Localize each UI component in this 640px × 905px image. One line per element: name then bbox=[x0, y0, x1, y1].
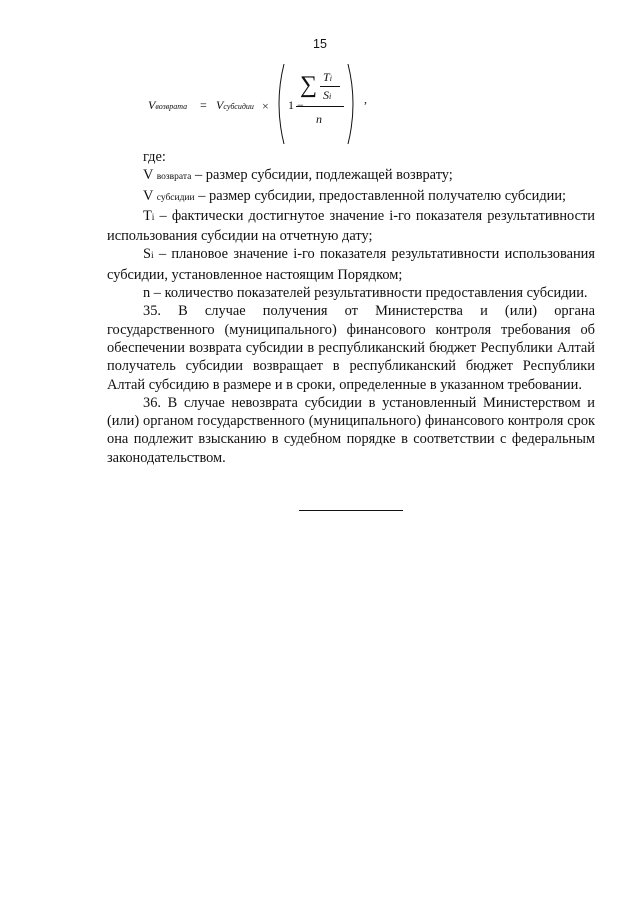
outer-fraction-line bbox=[296, 106, 344, 107]
s-desc: – плановое значение i-го показателя результативности использования субсидии, установленное настоящим Порядком; bbox=[107, 246, 595, 283]
formula-rhs-var: V bbox=[216, 98, 224, 112]
return-formula bbox=[140, 62, 380, 152]
numerator-t-var: T bbox=[323, 70, 330, 84]
formula-lhs-sub: возврата bbox=[155, 102, 188, 111]
v-subsidy-desc: – размер субсидии, предоставленной получателю субсидии; bbox=[194, 187, 567, 204]
formula-rhs bbox=[216, 98, 254, 113]
clause-35: 35. В случае получения от Министерства и (или) органа государственного (муниципального) финансового контроля требования об обеспечении возврата субсидии в республиканский бюджет Республики Алтай получатель субсидии возвращает в республиканский бюджет Республики Алтай субсидию в размере и в сроки, определенные в указанном требовании. bbox=[107, 303, 595, 393]
formula-comma: , bbox=[364, 92, 367, 106]
left-parenthesis bbox=[272, 62, 286, 146]
formula-equals: = bbox=[200, 98, 207, 112]
s-symbol: S bbox=[143, 246, 152, 263]
legend-t bbox=[107, 207, 595, 246]
formula-numerator-t bbox=[323, 70, 332, 85]
document-body bbox=[107, 148, 595, 467]
page-number: 15 bbox=[313, 37, 327, 51]
where-label: где: bbox=[143, 149, 166, 165]
numerator-t-sub: i bbox=[329, 74, 332, 83]
formula-rhs-sub: субсидии bbox=[223, 102, 254, 111]
formula-denominator-s bbox=[323, 88, 331, 103]
v-subsidy-symbol: V bbox=[143, 187, 154, 204]
sigma-symbol: ∑ bbox=[300, 72, 318, 98]
t-sub: i bbox=[151, 212, 155, 223]
formula-n: n bbox=[316, 112, 322, 126]
end-separator-line bbox=[299, 510, 403, 511]
t-desc: – фактически достигнутое значение i-го показателя результативности использования субсидии на отчетную дату; bbox=[107, 207, 595, 245]
v-return-desc: – размер субсидии, подлежащей возврату; bbox=[191, 167, 453, 184]
denominator-s-sub: i bbox=[329, 92, 332, 101]
clause-36: 36. В случае невозврата субсидии в установленный Министерством и (или) органом государственного (муниципального) финансового контроля срок она подлежит взысканию в судебном порядке в соответствии с федеральным законодательством. bbox=[107, 394, 595, 466]
formula-one-minus: 1 − bbox=[288, 98, 304, 112]
legend-v-subsidy bbox=[107, 187, 595, 207]
v-return-sub: возврата bbox=[156, 172, 192, 183]
legend-n: n – количество показателей результативности предоставления субсидии. bbox=[143, 285, 588, 302]
formula-lhs-var: V bbox=[148, 98, 156, 112]
legend-v-return bbox=[107, 166, 595, 186]
formula-lhs bbox=[148, 98, 187, 113]
denominator-s-var: S bbox=[323, 88, 329, 102]
t-symbol: T bbox=[143, 207, 152, 224]
inner-fraction-line bbox=[320, 86, 340, 87]
formula-times: × bbox=[262, 99, 269, 113]
legend-s bbox=[107, 245, 595, 284]
v-return-symbol: V bbox=[143, 167, 154, 184]
right-parenthesis bbox=[346, 62, 360, 146]
v-subsidy-sub: субсидии bbox=[156, 192, 195, 203]
s-sub: i bbox=[151, 251, 154, 262]
